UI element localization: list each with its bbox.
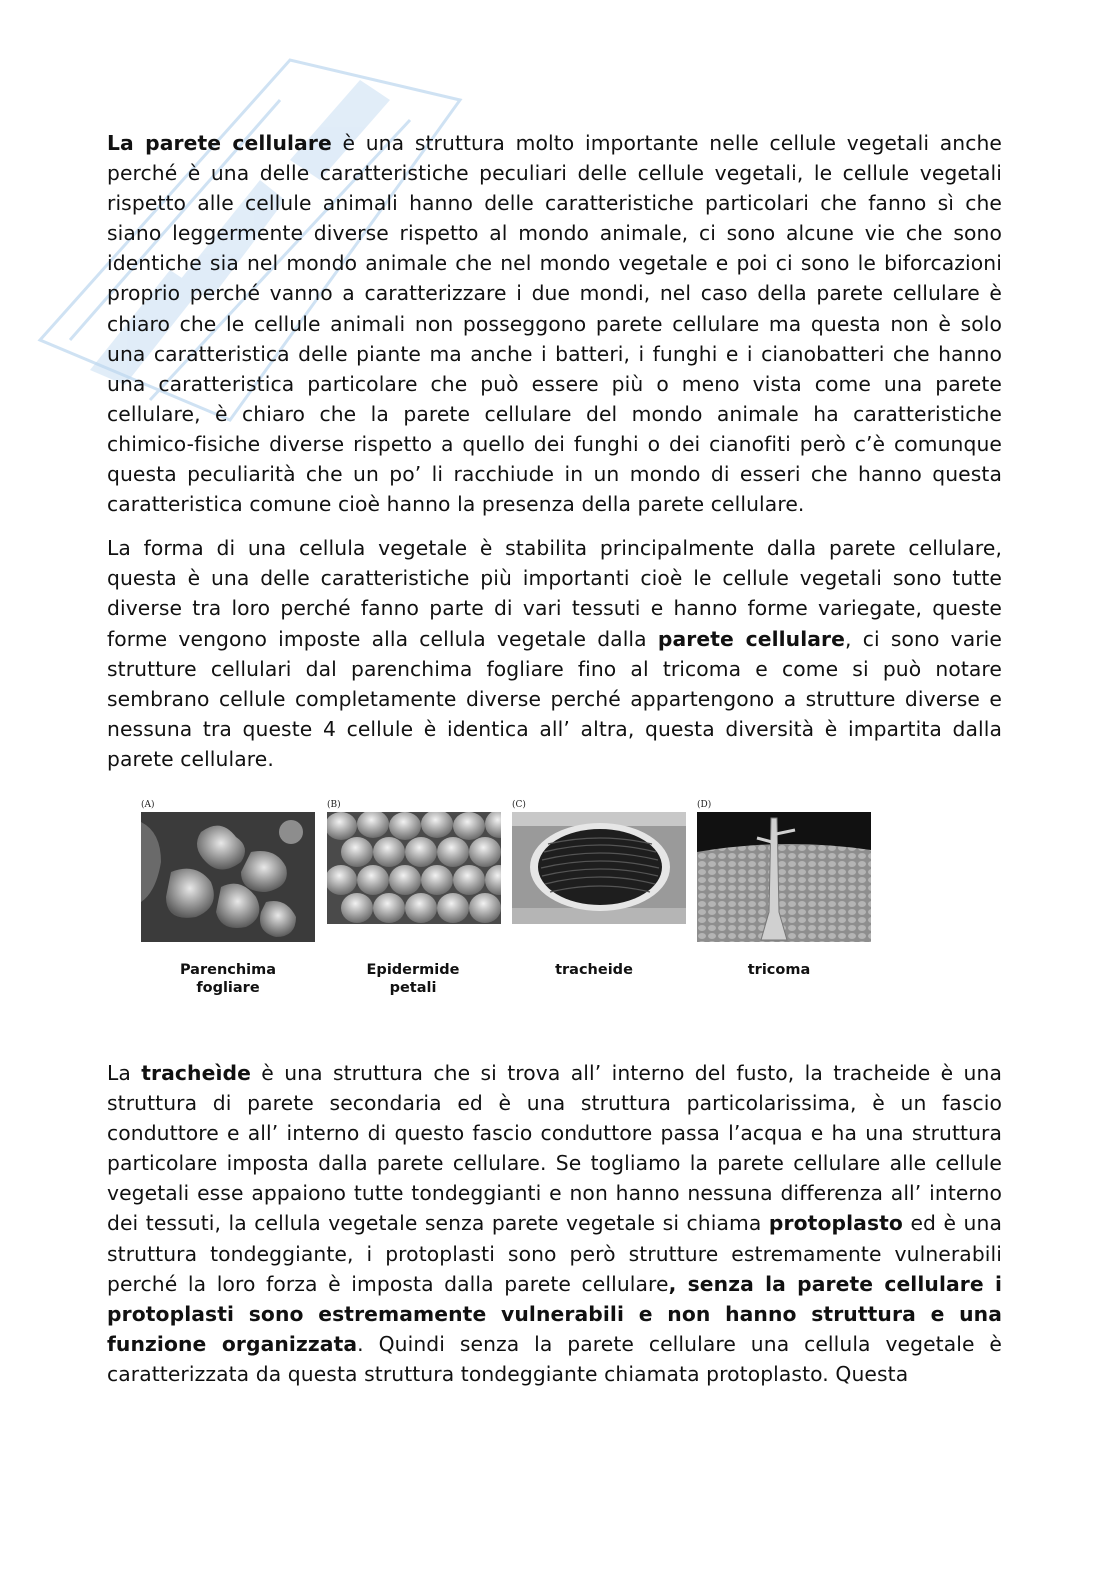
caption-epidermis: Epidermide petali bbox=[366, 961, 460, 996]
panel-letter: (D) bbox=[697, 799, 712, 810]
document-page bbox=[107, 128, 1002, 1403]
term-protoplasto: protoplasto bbox=[768, 1211, 903, 1236]
figure-panel-a bbox=[141, 798, 315, 942]
panel-letter: (A) bbox=[141, 799, 155, 810]
caption-trichome: tricoma bbox=[747, 961, 811, 978]
tracheid-micrograph-icon bbox=[512, 812, 686, 924]
panel-letter: (B) bbox=[327, 799, 341, 810]
figure-panel-d bbox=[697, 798, 871, 942]
caption-parenchyma: Parenchima fogliare bbox=[179, 961, 277, 996]
paragraph-cell-shape: La forma di una cellula vegetale è stabilita principalmente dalla parete cellulare, questa è una delle caratteristiche più importanti cioè le cellule vegetali sono tutte diverse tra loro perché fanno parte di vari tessuti e hanno forme variegate, queste forme vengono imposte alla cellula vegetale dalla parete cellulare, ci sono varie strutture cellulari dal parenchima fogliare fino al tricoma e come si può notare sembrano cellule completamente diverse perché appartengono a strutture diverse e nessuna tra queste 4 cellule è identica all’ altra, questa diversità è impartita dalla parete cellulare. bbox=[107, 536, 1002, 771]
paragraph-cell-wall: La parete cellulare è una struttura molto importante nelle cellule vegetali anche perché è una delle caratteristiche peculiari delle cellule vegetali, le cellule vegetali rispetto alle cellule animali hanno delle caratteristiche particolari che fanno sì che siano leggermente diverse rispetto al mondo animale, ci sono alcune vie che sono identiche sia nel mondo animale che nel mondo vegetale e poi ci sono le biforcazioni proprio perché vanno a caratterizzare i due mondi, nel caso della parete cellulare è chiaro che le cellule animali non posseggono parete cellulare ma questa non è solo una caratteristica delle piante ma anche i batteri, i funghi e i cianobatteri che hanno una caratteristica particolare che può essere più o meno vista come una parete cellulare, è chiaro che la parete cellulare del mondo animale ha caratteristiche chimico-fisiche diverse rispetto a quello dei funghi o dei cianofiti però c’è comunque questa peculiarità che un po’ li racchiude in un mondo di esseri che hanno questa caratteristica comune cioè hanno la presenza della parete cellulare. bbox=[107, 131, 1002, 517]
trichome-micrograph-icon bbox=[697, 812, 871, 942]
parenchyma-micrograph-icon bbox=[141, 812, 315, 942]
panel-letter: (C) bbox=[512, 799, 526, 810]
term-parete-cellulare: La parete cellulare bbox=[107, 131, 332, 155]
figure-panel-b bbox=[327, 798, 501, 924]
paragraph-tracheid: La tracheìde è una struttura che si trova all’ interno del fusto, la tracheide è una struttura di parete secondaria ed è una struttura particolarissima, è un fascio conduttore e all’ interno di questo fascio conduttore passa l’acqua e ha una struttura particolare imposta dalla parete cellulare. Se togliamo la parete cellulare alle cellule vegetali esse appaiono tutte tondeggianti e non hanno nessuna differenza all’ interno dei tessuti, la cellula vegetale senza parete vegetale si chiama protoplasto ed è una struttura tondeggiante, i protoplasti sono però strutture estremamente vulnerabili perché la loro forza è imposta dalla parete cellulare, senza la parete cellulare i protoplasti sono estremamente vulnerabili e non hanno struttura e una funzione organizzata. Quindi senza la parete cellulare una cellula vegetale è caratterizzata da questa struttura tondeggiante chiamata protoplasto. Questa bbox=[107, 1060, 1003, 1386]
term-parete-cellulare-2: parete cellulare bbox=[657, 626, 846, 651]
cell-types-figure bbox=[107, 798, 1002, 1048]
epidermis-micrograph-icon bbox=[327, 812, 501, 924]
emphasis-vulnerabili: , senza la parete cellulare i protoplasti sono estremamente vulnerabili e non hanno struttura e una funzione organizzata bbox=[107, 1271, 1002, 1356]
caption-tracheid: tracheide bbox=[555, 961, 633, 978]
figure-panel-c bbox=[512, 798, 686, 924]
term-tracheide: tracheìde bbox=[141, 1060, 251, 1085]
